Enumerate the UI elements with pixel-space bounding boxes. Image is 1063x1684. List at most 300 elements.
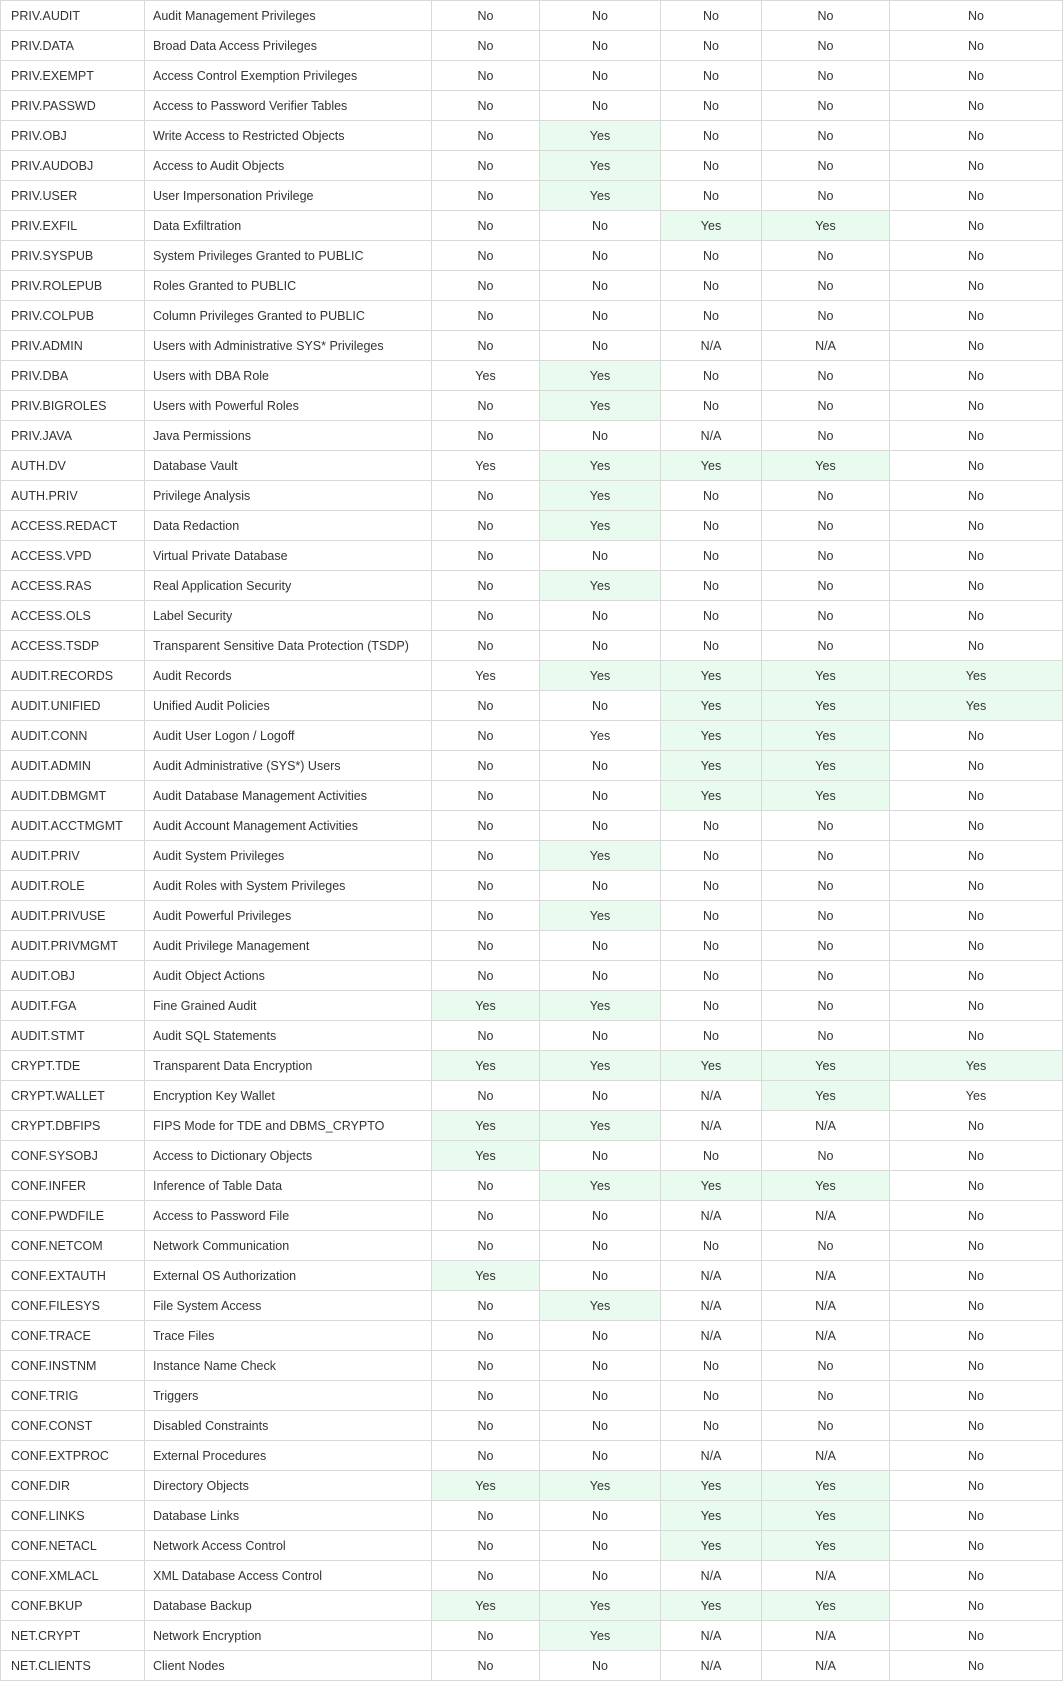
rule-code-cell: CONF.NETACL bbox=[1, 1531, 145, 1561]
value-cell: No bbox=[661, 1231, 762, 1261]
value-cell: No bbox=[890, 1561, 1063, 1591]
rule-description-cell: External Procedures bbox=[145, 1441, 432, 1471]
value-cell: No bbox=[890, 421, 1063, 451]
value-cell: No bbox=[762, 1141, 890, 1171]
value-cell: Yes bbox=[540, 571, 661, 601]
table-row bbox=[1, 1171, 1063, 1201]
value-cell: No bbox=[762, 871, 890, 901]
value-cell: No bbox=[540, 811, 661, 841]
rule-code-cell: PRIV.AUDOBJ bbox=[1, 151, 145, 181]
value-cell: No bbox=[762, 1231, 890, 1261]
table-row bbox=[1, 331, 1063, 361]
value-cell: Yes bbox=[432, 1591, 540, 1621]
rule-description-cell: Unified Audit Policies bbox=[145, 691, 432, 721]
rule-code-cell: AUDIT.PRIVUSE bbox=[1, 901, 145, 931]
table-row bbox=[1, 961, 1063, 991]
value-cell: No bbox=[762, 271, 890, 301]
value-cell: No bbox=[661, 871, 762, 901]
value-cell: N/A bbox=[661, 421, 762, 451]
value-cell: Yes bbox=[762, 751, 890, 781]
value-cell: No bbox=[890, 241, 1063, 271]
table-row bbox=[1, 1, 1063, 31]
rule-code-cell: AUDIT.ADMIN bbox=[1, 751, 145, 781]
rule-description-cell: Encryption Key Wallet bbox=[145, 1081, 432, 1111]
value-cell: No bbox=[762, 1, 890, 31]
value-cell: Yes bbox=[762, 1591, 890, 1621]
value-cell: No bbox=[762, 301, 890, 331]
value-cell: No bbox=[540, 631, 661, 661]
rule-code-cell: NET.CRYPT bbox=[1, 1621, 145, 1651]
table-row bbox=[1, 1501, 1063, 1531]
value-cell: No bbox=[661, 361, 762, 391]
rule-description-cell: Audit Object Actions bbox=[145, 961, 432, 991]
rule-description-cell: Client Nodes bbox=[145, 1651, 432, 1681]
table-row bbox=[1, 1021, 1063, 1051]
rule-code-cell: ACCESS.OLS bbox=[1, 601, 145, 631]
table-row bbox=[1, 841, 1063, 871]
rule-description-cell: Column Privileges Granted to PUBLIC bbox=[145, 301, 432, 331]
value-cell: N/A bbox=[762, 1651, 890, 1681]
rule-code-cell: CONF.NETCOM bbox=[1, 1231, 145, 1261]
value-cell: No bbox=[890, 1, 1063, 31]
value-cell: No bbox=[661, 1411, 762, 1441]
value-cell: Yes bbox=[661, 721, 762, 751]
value-cell: Yes bbox=[432, 1111, 540, 1141]
value-cell: Yes bbox=[661, 211, 762, 241]
value-cell: Yes bbox=[540, 121, 661, 151]
value-cell: No bbox=[890, 1321, 1063, 1351]
rule-code-cell: PRIV.SYSPUB bbox=[1, 241, 145, 271]
table-row bbox=[1, 391, 1063, 421]
rule-description-cell: Label Security bbox=[145, 601, 432, 631]
value-cell: No bbox=[540, 1651, 661, 1681]
value-cell: No bbox=[432, 151, 540, 181]
rule-code-cell: CONF.EXTAUTH bbox=[1, 1261, 145, 1291]
value-cell: No bbox=[432, 331, 540, 361]
value-cell: No bbox=[432, 1411, 540, 1441]
rule-description-cell: Access to Password File bbox=[145, 1201, 432, 1231]
rule-description-cell: Roles Granted to PUBLIC bbox=[145, 271, 432, 301]
value-cell: No bbox=[661, 511, 762, 541]
table-row bbox=[1, 1201, 1063, 1231]
value-cell: No bbox=[890, 871, 1063, 901]
value-cell: No bbox=[890, 721, 1063, 751]
value-cell: No bbox=[540, 1231, 661, 1261]
value-cell: No bbox=[540, 931, 661, 961]
value-cell: No bbox=[540, 421, 661, 451]
value-cell: Yes bbox=[540, 391, 661, 421]
value-cell: No bbox=[890, 991, 1063, 1021]
rule-description-cell: XML Database Access Control bbox=[145, 1561, 432, 1591]
value-cell: Yes bbox=[540, 511, 661, 541]
value-cell: N/A bbox=[661, 1441, 762, 1471]
rule-code-cell: ACCESS.REDACT bbox=[1, 511, 145, 541]
value-cell: No bbox=[762, 541, 890, 571]
value-cell: No bbox=[890, 631, 1063, 661]
value-cell: No bbox=[540, 961, 661, 991]
rule-description-cell: User Impersonation Privilege bbox=[145, 181, 432, 211]
table-row bbox=[1, 301, 1063, 331]
value-cell: No bbox=[890, 1441, 1063, 1471]
table-row bbox=[1, 421, 1063, 451]
value-cell: Yes bbox=[540, 841, 661, 871]
rule-description-cell: Real Application Security bbox=[145, 571, 432, 601]
value-cell: No bbox=[661, 571, 762, 601]
value-cell: No bbox=[432, 931, 540, 961]
value-cell: No bbox=[540, 1081, 661, 1111]
value-cell: No bbox=[890, 151, 1063, 181]
value-cell: No bbox=[890, 931, 1063, 961]
table-row bbox=[1, 601, 1063, 631]
rule-description-cell: Instance Name Check bbox=[145, 1351, 432, 1381]
value-cell: Yes bbox=[540, 1051, 661, 1081]
rule-description-cell: Users with DBA Role bbox=[145, 361, 432, 391]
value-cell: No bbox=[432, 1501, 540, 1531]
table-row bbox=[1, 1531, 1063, 1561]
value-cell: No bbox=[890, 811, 1063, 841]
value-cell: No bbox=[661, 241, 762, 271]
table-row bbox=[1, 751, 1063, 781]
table-row bbox=[1, 481, 1063, 511]
value-cell: Yes bbox=[762, 1531, 890, 1561]
value-cell: No bbox=[432, 1291, 540, 1321]
value-cell: No bbox=[661, 181, 762, 211]
value-cell: Yes bbox=[540, 1291, 661, 1321]
rule-description-cell: Virtual Private Database bbox=[145, 541, 432, 571]
value-cell: Yes bbox=[661, 1051, 762, 1081]
value-cell: No bbox=[432, 901, 540, 931]
value-cell: No bbox=[890, 331, 1063, 361]
value-cell: Yes bbox=[661, 1501, 762, 1531]
value-cell: No bbox=[890, 751, 1063, 781]
value-cell: No bbox=[762, 991, 890, 1021]
value-cell: No bbox=[890, 1111, 1063, 1141]
value-cell: No bbox=[661, 121, 762, 151]
rule-description-cell: Inference of Table Data bbox=[145, 1171, 432, 1201]
table-row bbox=[1, 691, 1063, 721]
value-cell: No bbox=[432, 271, 540, 301]
rule-code-cell: AUDIT.ACCTMGMT bbox=[1, 811, 145, 841]
rule-description-cell: Audit System Privileges bbox=[145, 841, 432, 871]
value-cell: No bbox=[540, 1351, 661, 1381]
value-cell: No bbox=[661, 481, 762, 511]
value-cell: No bbox=[661, 541, 762, 571]
table-row bbox=[1, 1291, 1063, 1321]
value-cell: Yes bbox=[762, 781, 890, 811]
value-cell: No bbox=[661, 61, 762, 91]
value-cell: No bbox=[432, 211, 540, 241]
rule-description-cell: Network Encryption bbox=[145, 1621, 432, 1651]
value-cell: No bbox=[890, 1261, 1063, 1291]
value-cell: No bbox=[661, 91, 762, 121]
table-row bbox=[1, 541, 1063, 571]
value-cell: No bbox=[661, 391, 762, 421]
table-row bbox=[1, 91, 1063, 121]
value-cell: No bbox=[432, 1, 540, 31]
rule-code-cell: AUDIT.FGA bbox=[1, 991, 145, 1021]
value-cell: No bbox=[762, 1381, 890, 1411]
value-cell: Yes bbox=[540, 451, 661, 481]
value-cell: No bbox=[762, 1021, 890, 1051]
value-cell: No bbox=[432, 121, 540, 151]
rule-code-cell: CONF.DIR bbox=[1, 1471, 145, 1501]
value-cell: Yes bbox=[540, 991, 661, 1021]
value-cell: No bbox=[661, 991, 762, 1021]
rule-code-cell: PRIV.COLPUB bbox=[1, 301, 145, 331]
value-cell: No bbox=[762, 601, 890, 631]
value-cell: No bbox=[890, 841, 1063, 871]
value-cell: Yes bbox=[432, 991, 540, 1021]
value-cell: N/A bbox=[762, 1621, 890, 1651]
rule-code-cell: AUDIT.STMT bbox=[1, 1021, 145, 1051]
value-cell: No bbox=[762, 571, 890, 601]
rule-description-cell: Transparent Sensitive Data Protection (TSDP) bbox=[145, 631, 432, 661]
value-cell: Yes bbox=[762, 691, 890, 721]
rule-description-cell: Audit Account Management Activities bbox=[145, 811, 432, 841]
rule-description-cell: Audit Privilege Management bbox=[145, 931, 432, 961]
value-cell: No bbox=[540, 1321, 661, 1351]
value-cell: Yes bbox=[540, 1171, 661, 1201]
value-cell: N/A bbox=[762, 1561, 890, 1591]
rule-code-cell: ACCESS.VPD bbox=[1, 541, 145, 571]
rule-description-cell: Database Links bbox=[145, 1501, 432, 1531]
rule-description-cell: Data Exfiltration bbox=[145, 211, 432, 241]
value-cell: No bbox=[762, 901, 890, 931]
rule-code-cell: CRYPT.DBFIPS bbox=[1, 1111, 145, 1141]
rule-description-cell: Transparent Data Encryption bbox=[145, 1051, 432, 1081]
value-cell: No bbox=[890, 601, 1063, 631]
value-cell: No bbox=[432, 601, 540, 631]
value-cell: N/A bbox=[661, 1651, 762, 1681]
value-cell: N/A bbox=[661, 1621, 762, 1651]
value-cell: Yes bbox=[762, 1051, 890, 1081]
value-cell: No bbox=[890, 571, 1063, 601]
value-cell: Yes bbox=[540, 181, 661, 211]
value-cell: Yes bbox=[661, 781, 762, 811]
rule-code-cell: AUDIT.PRIVMGMT bbox=[1, 931, 145, 961]
rule-description-cell: Audit Powerful Privileges bbox=[145, 901, 432, 931]
value-cell: No bbox=[762, 811, 890, 841]
rule-code-cell: CONF.CONST bbox=[1, 1411, 145, 1441]
value-cell: No bbox=[432, 511, 540, 541]
value-cell: No bbox=[540, 601, 661, 631]
value-cell: Yes bbox=[661, 1471, 762, 1501]
value-cell: No bbox=[432, 1651, 540, 1681]
rule-description-cell: Audit User Logon / Logoff bbox=[145, 721, 432, 751]
value-cell: No bbox=[540, 61, 661, 91]
value-cell: No bbox=[540, 781, 661, 811]
value-cell: No bbox=[762, 391, 890, 421]
value-cell: Yes bbox=[540, 361, 661, 391]
table-row bbox=[1, 661, 1063, 691]
rule-code-cell: CONF.LINKS bbox=[1, 1501, 145, 1531]
value-cell: No bbox=[890, 1621, 1063, 1651]
rule-description-cell: Users with Powerful Roles bbox=[145, 391, 432, 421]
value-cell: No bbox=[661, 961, 762, 991]
rule-description-cell: Network Access Control bbox=[145, 1531, 432, 1561]
value-cell: No bbox=[432, 91, 540, 121]
rule-code-cell: CONF.XMLACL bbox=[1, 1561, 145, 1591]
table-row bbox=[1, 781, 1063, 811]
value-cell: No bbox=[661, 901, 762, 931]
value-cell: N/A bbox=[762, 1201, 890, 1231]
value-cell: No bbox=[762, 241, 890, 271]
value-cell: No bbox=[762, 121, 890, 151]
value-cell: Yes bbox=[540, 1471, 661, 1501]
value-cell: N/A bbox=[661, 1201, 762, 1231]
rule-code-cell: ACCESS.RAS bbox=[1, 571, 145, 601]
rule-description-cell: Trace Files bbox=[145, 1321, 432, 1351]
value-cell: Yes bbox=[432, 1051, 540, 1081]
value-cell: Yes bbox=[661, 751, 762, 781]
value-cell: No bbox=[540, 1141, 661, 1171]
rule-code-cell: CONF.INFER bbox=[1, 1171, 145, 1201]
table-row bbox=[1, 1591, 1063, 1621]
value-cell: No bbox=[432, 811, 540, 841]
value-cell: No bbox=[540, 91, 661, 121]
value-cell: No bbox=[540, 871, 661, 901]
value-cell: No bbox=[762, 181, 890, 211]
value-cell: No bbox=[890, 211, 1063, 241]
value-cell: No bbox=[432, 1171, 540, 1201]
rule-description-cell: File System Access bbox=[145, 1291, 432, 1321]
value-cell: No bbox=[540, 331, 661, 361]
value-cell: No bbox=[890, 451, 1063, 481]
table-row bbox=[1, 1471, 1063, 1501]
value-cell: No bbox=[540, 1411, 661, 1441]
rule-description-cell: Access to Password Verifier Tables bbox=[145, 91, 432, 121]
value-cell: No bbox=[762, 151, 890, 181]
table-row bbox=[1, 121, 1063, 151]
table-row bbox=[1, 901, 1063, 931]
table-row bbox=[1, 31, 1063, 61]
value-cell: No bbox=[432, 241, 540, 271]
value-cell: No bbox=[432, 1021, 540, 1051]
rule-description-cell: Users with Administrative SYS* Privileges bbox=[145, 331, 432, 361]
value-cell: No bbox=[890, 301, 1063, 331]
rule-code-cell: ACCESS.TSDP bbox=[1, 631, 145, 661]
rule-code-cell: CONF.BKUP bbox=[1, 1591, 145, 1621]
value-cell: No bbox=[890, 271, 1063, 301]
value-cell: No bbox=[540, 1441, 661, 1471]
rule-code-cell: CONF.FILESYS bbox=[1, 1291, 145, 1321]
value-cell: No bbox=[890, 181, 1063, 211]
value-cell: No bbox=[890, 1171, 1063, 1201]
value-cell: No bbox=[432, 1531, 540, 1561]
rule-description-cell: Database Vault bbox=[145, 451, 432, 481]
value-cell: No bbox=[540, 1501, 661, 1531]
value-cell: No bbox=[762, 91, 890, 121]
value-cell: No bbox=[432, 1081, 540, 1111]
value-cell: Yes bbox=[432, 1261, 540, 1291]
value-cell: No bbox=[661, 1021, 762, 1051]
table-row bbox=[1, 1441, 1063, 1471]
value-cell: No bbox=[540, 1561, 661, 1591]
value-cell: No bbox=[762, 841, 890, 871]
table-row bbox=[1, 1111, 1063, 1141]
value-cell: No bbox=[762, 421, 890, 451]
value-cell: No bbox=[661, 151, 762, 181]
value-cell: No bbox=[432, 1321, 540, 1351]
value-cell: No bbox=[432, 751, 540, 781]
table-row bbox=[1, 1231, 1063, 1261]
value-cell: No bbox=[890, 61, 1063, 91]
value-cell: No bbox=[432, 721, 540, 751]
value-cell: No bbox=[661, 1141, 762, 1171]
value-cell: Yes bbox=[540, 901, 661, 931]
rule-code-cell: PRIV.AUDIT bbox=[1, 1, 145, 31]
value-cell: No bbox=[890, 1591, 1063, 1621]
value-cell: Yes bbox=[762, 211, 890, 241]
value-cell: Yes bbox=[762, 451, 890, 481]
value-cell: N/A bbox=[762, 1441, 890, 1471]
rule-code-cell: AUDIT.ROLE bbox=[1, 871, 145, 901]
value-cell: No bbox=[432, 841, 540, 871]
value-cell: N/A bbox=[661, 1321, 762, 1351]
value-cell: Yes bbox=[540, 1591, 661, 1621]
value-cell: No bbox=[432, 541, 540, 571]
value-cell: Yes bbox=[432, 661, 540, 691]
value-cell: No bbox=[890, 1021, 1063, 1051]
rule-code-cell: PRIV.ROLEPUB bbox=[1, 271, 145, 301]
value-cell: No bbox=[540, 211, 661, 241]
value-cell: N/A bbox=[762, 331, 890, 361]
value-cell: No bbox=[432, 421, 540, 451]
table-row bbox=[1, 811, 1063, 841]
value-cell: No bbox=[540, 1021, 661, 1051]
value-cell: No bbox=[762, 61, 890, 91]
value-cell: Yes bbox=[432, 1141, 540, 1171]
rule-code-cell: PRIV.DATA bbox=[1, 31, 145, 61]
value-cell: No bbox=[890, 901, 1063, 931]
table-row bbox=[1, 151, 1063, 181]
value-cell: No bbox=[890, 121, 1063, 151]
value-cell: No bbox=[540, 301, 661, 331]
rule-description-cell: Access to Audit Objects bbox=[145, 151, 432, 181]
rule-description-cell: Audit Administrative (SYS*) Users bbox=[145, 751, 432, 781]
value-cell: No bbox=[762, 1411, 890, 1441]
value-cell: No bbox=[890, 511, 1063, 541]
value-cell: No bbox=[432, 1561, 540, 1591]
value-cell: No bbox=[661, 1, 762, 31]
value-cell: No bbox=[762, 511, 890, 541]
rule-code-cell: PRIV.USER bbox=[1, 181, 145, 211]
value-cell: No bbox=[890, 541, 1063, 571]
value-cell: No bbox=[540, 541, 661, 571]
value-cell: Yes bbox=[661, 661, 762, 691]
value-cell: N/A bbox=[661, 331, 762, 361]
rule-code-cell: AUDIT.RECORDS bbox=[1, 661, 145, 691]
value-cell: No bbox=[432, 1231, 540, 1261]
table-row bbox=[1, 721, 1063, 751]
table-row bbox=[1, 571, 1063, 601]
value-cell: No bbox=[661, 301, 762, 331]
value-cell: No bbox=[661, 631, 762, 661]
value-cell: No bbox=[661, 931, 762, 961]
rule-code-cell: PRIV.PASSWD bbox=[1, 91, 145, 121]
value-cell: No bbox=[540, 1201, 661, 1231]
rule-description-cell: Network Communication bbox=[145, 1231, 432, 1261]
table-row bbox=[1, 1411, 1063, 1441]
value-cell: No bbox=[890, 1531, 1063, 1561]
value-cell: N/A bbox=[661, 1561, 762, 1591]
value-cell: No bbox=[890, 781, 1063, 811]
value-cell: Yes bbox=[762, 1171, 890, 1201]
rule-code-cell: CONF.PWDFILE bbox=[1, 1201, 145, 1231]
table-body bbox=[1, 1, 1063, 1681]
value-cell: No bbox=[540, 1261, 661, 1291]
table-row bbox=[1, 631, 1063, 661]
